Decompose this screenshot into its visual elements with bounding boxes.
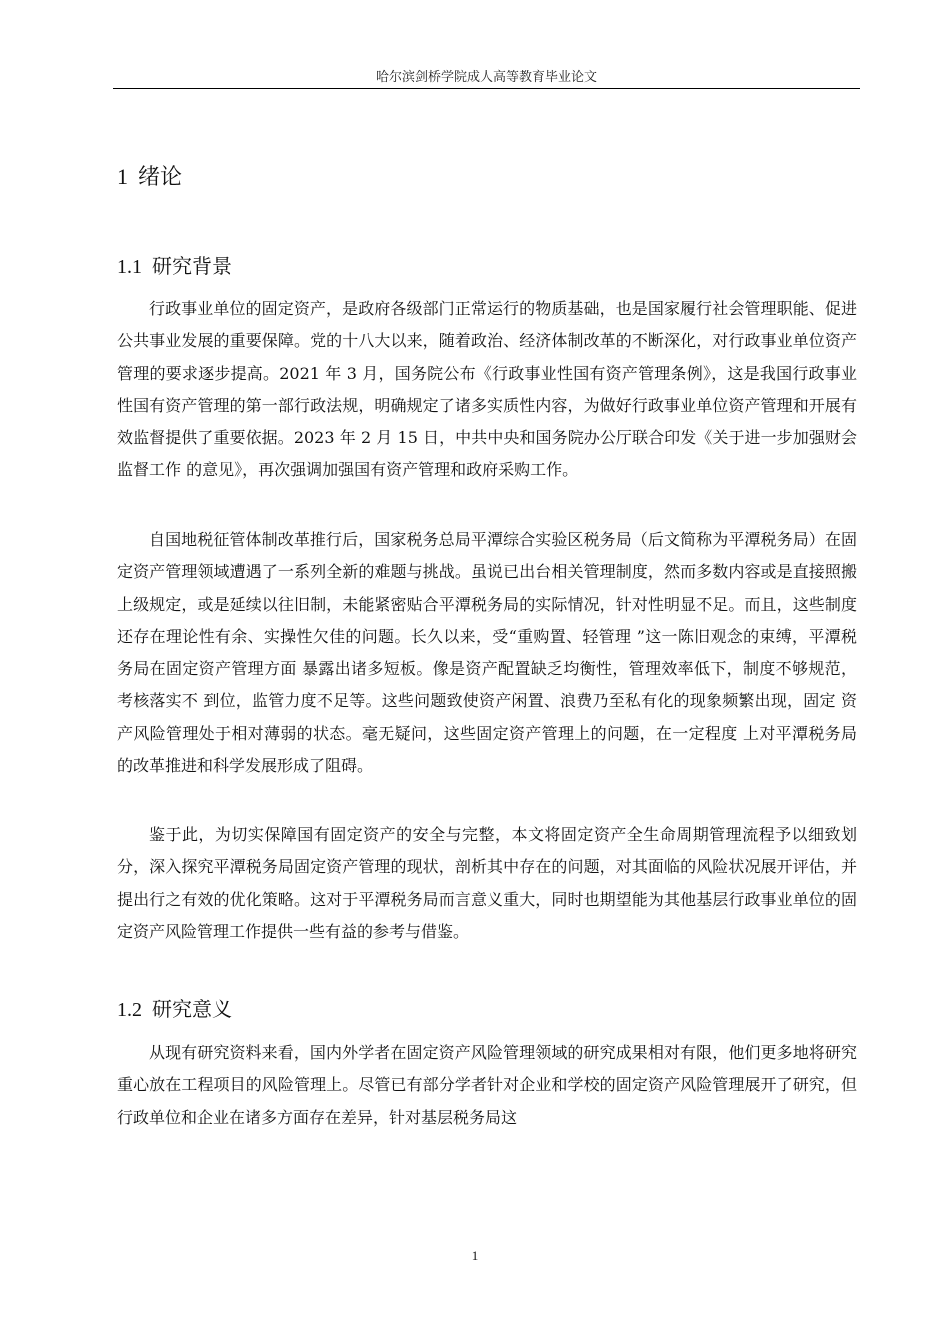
page-number: 1 (471, 1248, 479, 1263)
chapter-title: 绪论 (138, 165, 183, 190)
body-paragraph: 行政事业单位的固定资产，是政府各级部门正常运行的物质基础，也是国家履行社会管理职能、促进公共事业发展的重要保障。党的十八大以来，随着政治、经济体制改革的不断深化，对行政事业单位资产管理的要求逐步提高。2021 年 3 月，国务院公布《行政事业性国有资产管理条例》，这是我国行政事业性国有资产管理的第一部行政法规，明确规定了诸多实质性内容，为做好行政事业单位资产管理和开展有效监督提供了重要依据。2023 年 2 月 15 日，中共中央和国务院办公厅联合印发《关于进一步加强财会监督工作 的意见》，再次强调加强国有资产管理和政府采购工作。 (117, 299, 857, 480)
running-header: 哈尔滨剑桥学院成人高等教育毕业论文 (375, 70, 597, 85)
section-heading-significance (117, 993, 232, 1022)
section-number: 1.1 (117, 256, 142, 278)
body-paragraph: 鉴于此，为切实保障国有固定资产的安全与完整，本文将固定资产全生命周期管理流程予以细致划分，深入探究平潭税务局固定资产管理的现状，剖析其中存在的问题，对其面临的风险状况展开评估，并提出行之有效的优化策略。这对于平潭税务局而言意义重大，同时也期望能为其他基层行政事业单位的固定资产风险管理工作提供一些有益的参考与借鉴。 (117, 825, 857, 941)
section-title: 研究背景 (152, 254, 232, 278)
section-heading-background (117, 250, 232, 279)
chapter-heading (117, 160, 182, 191)
chapter-number: 1 (117, 164, 128, 189)
header-divider (113, 88, 860, 89)
body-paragraph: 自国地税征管体制改革推行后，国家税务总局平潭综合实验区税务局（后文简称为平潭税务局）在固定资产管理领域遭遇了一系列全新的难题与挑战。虽说已出台相关管理制度，然而多数内容或是直接照搬上级规定，或是延续以往旧制，未能紧密贴合平潭税务局的实际情况，针对性明显不足。而且，这些制度还存在理论性有余、实操性欠佳的问题。长久以来，受“重购置、轻管理 ”这一陈旧观念的束缚，平潭税务局在固定资产管理方面 暴露出诸多短板。像是资产配置缺乏均衡性，管理效率低下，制度不够规范，考核落实不 到位，监管力度不足等。这些问题致使资产闲置、浪费乃至私有化的现象频繁出现，固定 资产风险管理处于相对薄弱的状态。毫无疑问，这些固定资产管理上的问题，在一定程度 上对平潭税务局的改革推进和科学发展形成了阻碍。 (117, 530, 857, 776)
body-paragraph: 从现有研究资料来看，国内外学者在固定资产风险管理领域的研究成果相对有限，他们更多地将研究重心放在工程项目的风险管理上。尽管已有部分学者针对企业和学校的固定资产风险管理展开了研究，但行政单位和企业在诸多方面存在差异，针对基层税务局这 (117, 1043, 857, 1127)
section-title: 研究意义 (152, 997, 232, 1021)
section-number: 1.2 (117, 999, 142, 1021)
